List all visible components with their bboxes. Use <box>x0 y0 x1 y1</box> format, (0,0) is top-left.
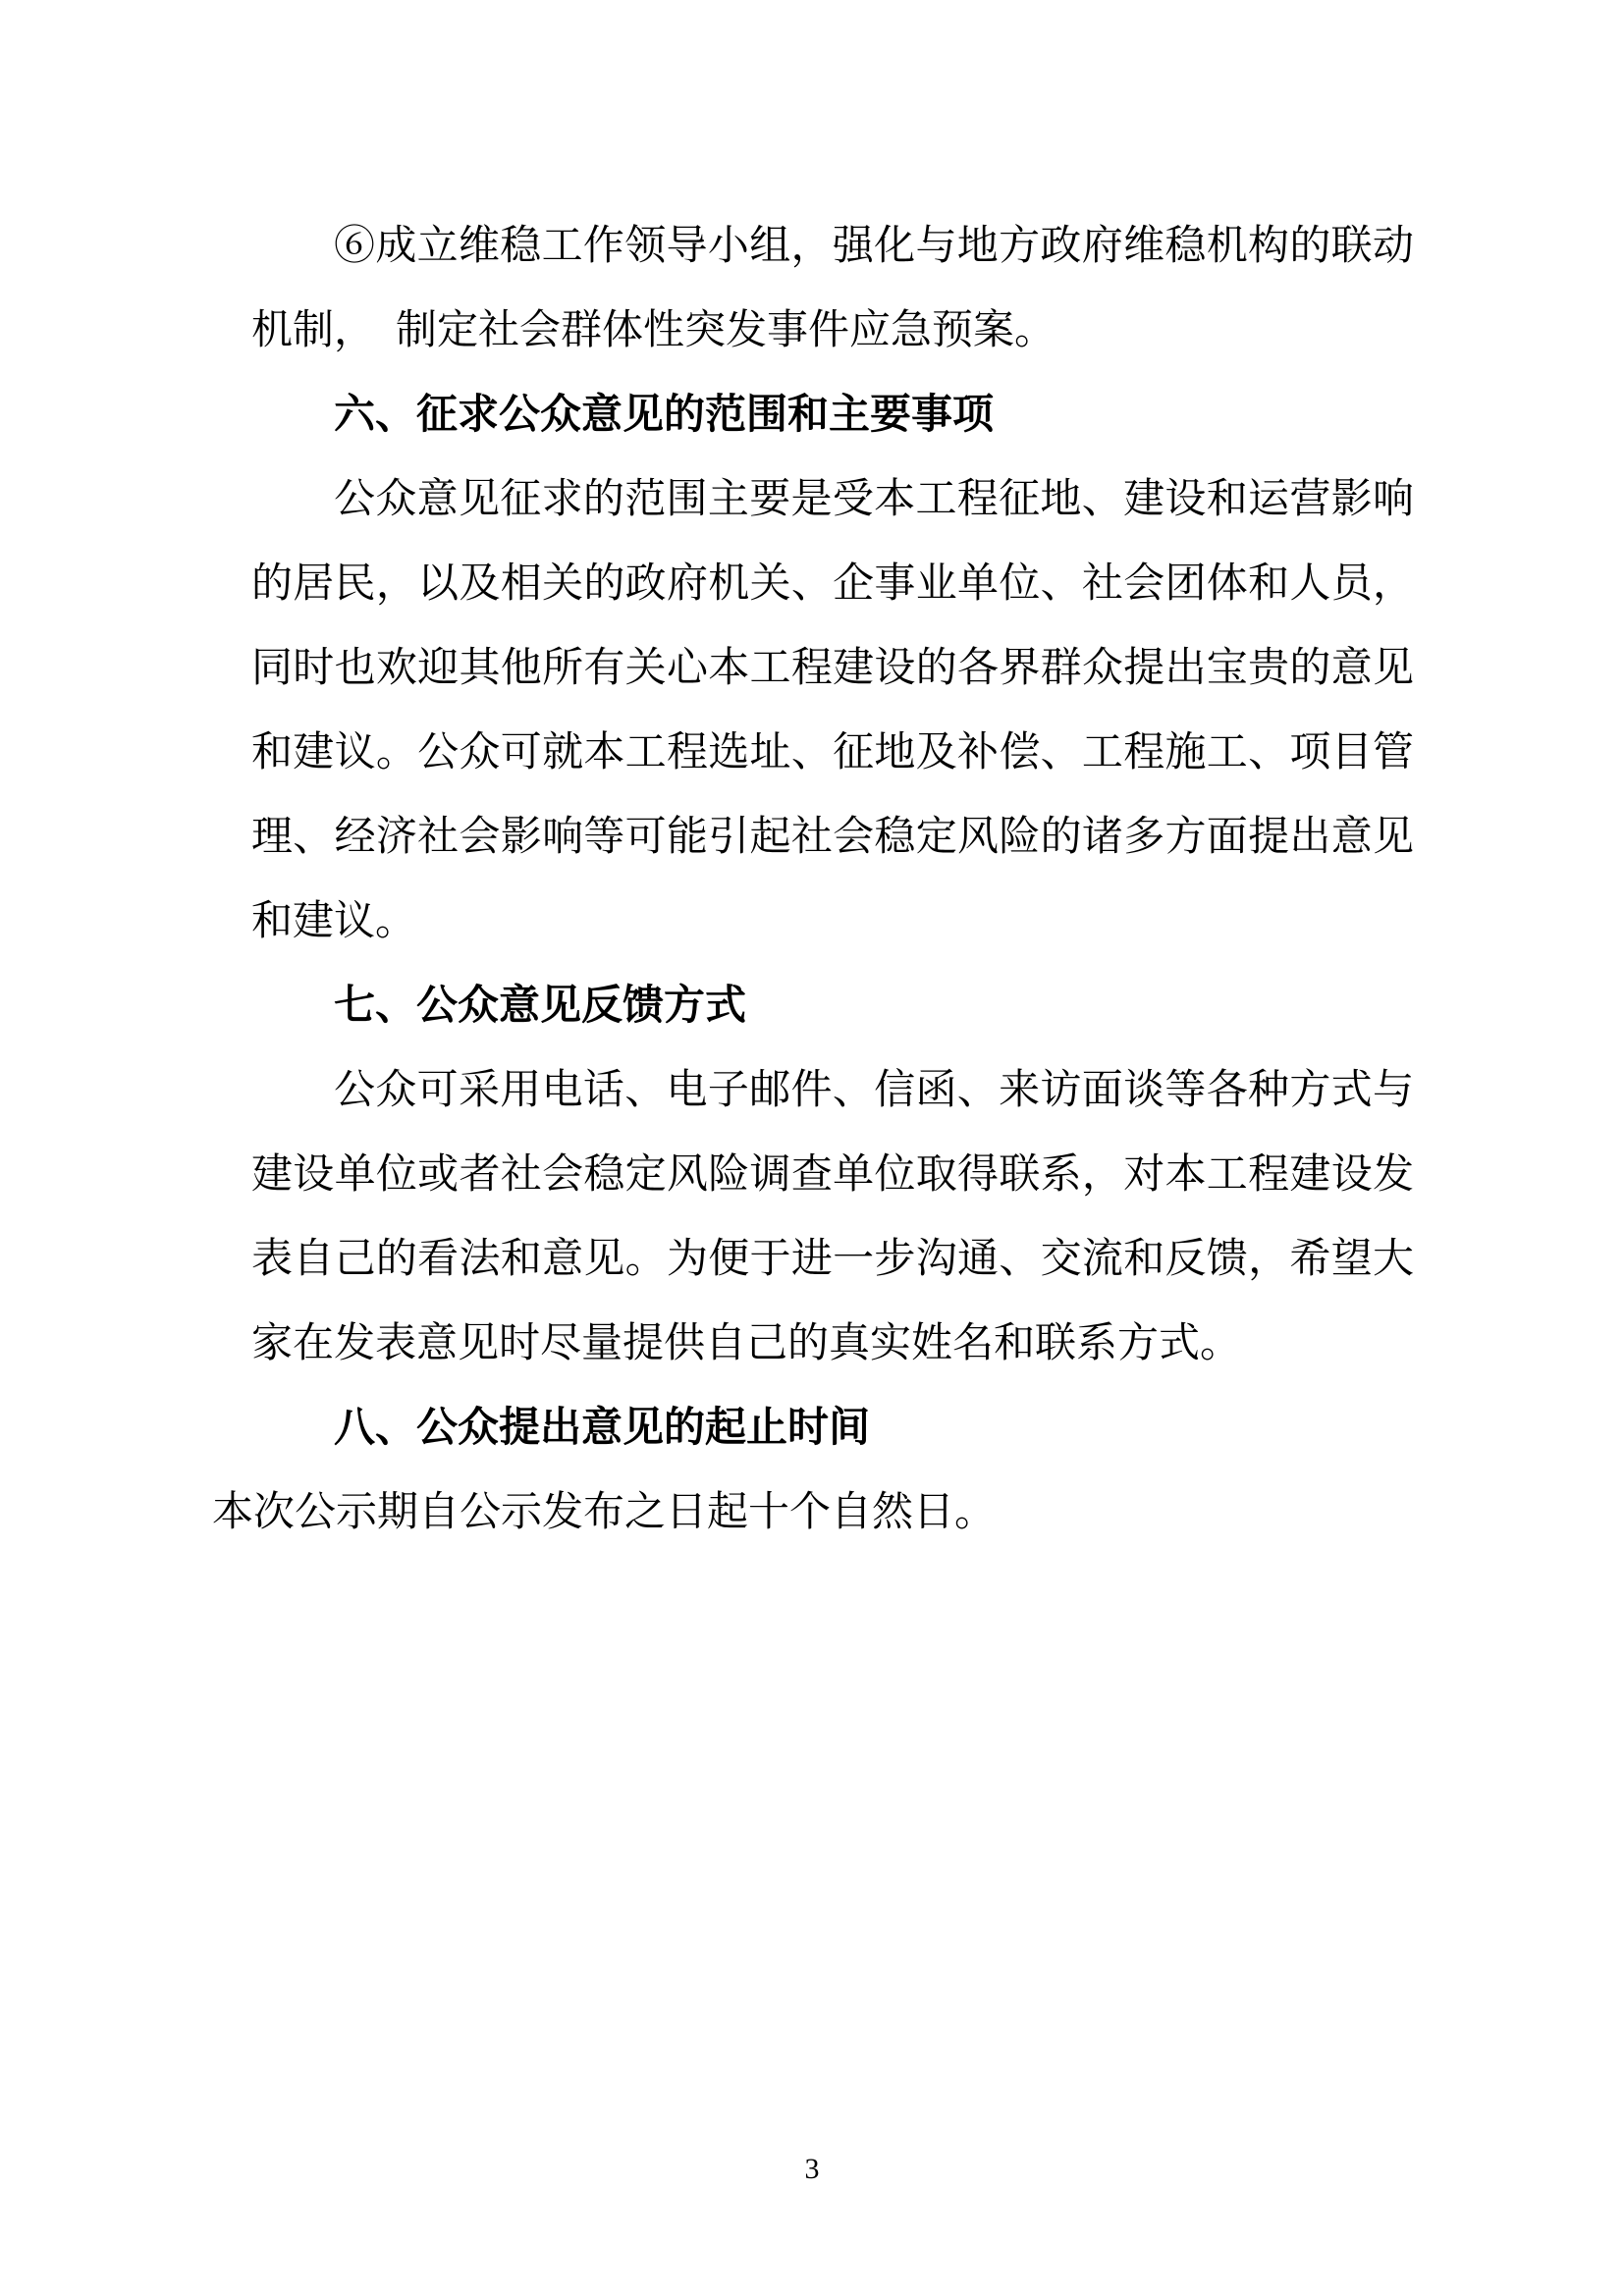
document-content <box>212 204 1414 1555</box>
paragraph-stability-measure-6: ⑥成立维稳工作领导小组，强化与地方政府维稳机构的联动机制， 制定社会群体性突发事件应急预案。 <box>251 224 1414 353</box>
heading-section-seven: 七、公众意见反馈方式 <box>334 984 747 1029</box>
paragraph-comment-period: 本次公示期自公示发布之日起十个自然日。 <box>212 1490 997 1535</box>
paragraph-feedback-methods: 公众可采用电话、电子邮件、信函、来访面谈等各种方式与建设单位或者社会稳定风险调查单位取得联系，对本工程建设发表自己的看法和意见。为便于进一步沟通、交流和反馈，希望大家在发表意见时尽量提供自己的真实姓名和联系方式。 <box>251 1068 1414 1366</box>
heading-section-six: 六、征求公众意见的范围和主要事项 <box>334 393 995 438</box>
paragraph-scope-of-opinions: 公众意见征求的范围主要是受本工程征地、建设和运营影响的居民，以及相关的政府机关、企事业单位、社会团体和人员，同时也欢迎其他所有关心本工程建设的各界群众提出宝贵的意见和建议。公众可就本工程选址、征地及补偿、工程施工、项目管理、经济社会影响等可能引起社会稳定风险的诸多方面提出意见和建议。 <box>251 477 1414 944</box>
page-number: 3 <box>804 2153 820 2185</box>
heading-section-eight: 八、公众提出意见的起止时间 <box>334 1406 871 1451</box>
